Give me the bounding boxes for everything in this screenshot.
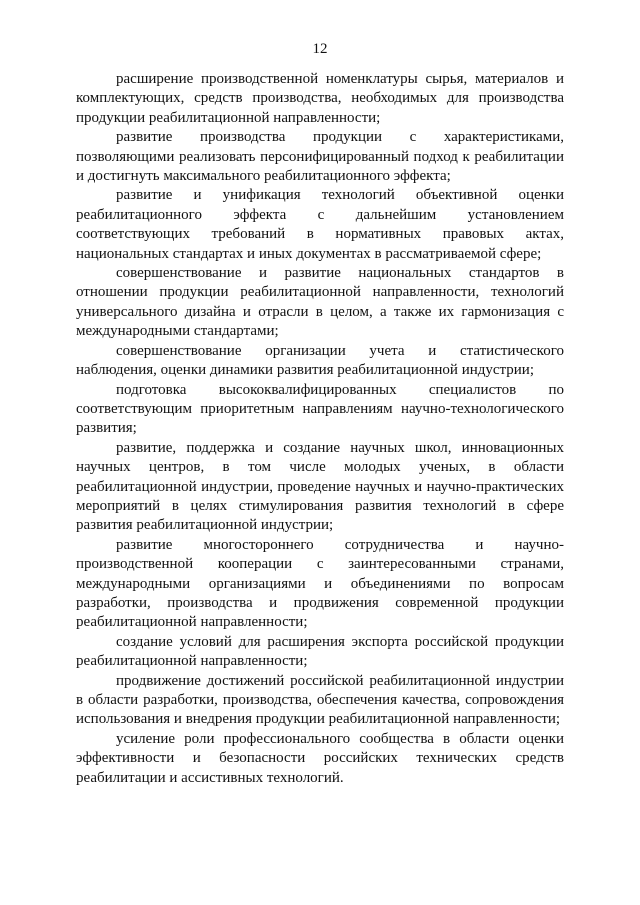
paragraph-specialist-training: подготовка высококвалифицированных специалистов по соответствующим приоритетным направлениям научно-технологического развития; — [76, 381, 564, 437]
paragraph-promotion-achievements: продвижение достижений российской реабилитационной индустрии в области разработки, производства, обеспечения качества, сопровождения использования и внедрения продукции реабилитационной направленности; — [76, 672, 564, 728]
paragraph-national-standards: совершенствование и развитие национальных стандартов в отношении продукции реабилитационной направленности, технологий универсального дизайна и отрасли в целом, а также их гармонизация с международными стандартами; — [76, 265, 564, 340]
paragraph-assessment-technologies: развитие и унификация технологий объективной оценки реабилитационного эффекта с дальнейшим установлением соответствующих требований в нормативных правовых актах, национальных стандартах и иных документах в рассматриваемой сфере; — [76, 187, 564, 262]
page-number: 12 — [312, 41, 328, 57]
paragraph-raw-materials-expansion: расширение производственной номенклатуры сырья, материалов и комплектующих, средств производства, необходимых для производства продукции реабилитационной направленности; — [76, 71, 564, 126]
paragraph-statistics: совершенствование организации учета и статистического наблюдения, оценки динамики развития реабилитационной индустрии; — [76, 342, 564, 379]
paragraph-professional-community: усиление роли профессионального сообщества в области оценки эффективности и безопасности российских технических средств реабилитации и ассистивных технологий. — [76, 730, 564, 786]
paragraph-personalized-production: развитие производства продукции с характеристиками, позволяющими реализовать персонифицированный подход к реабилитации и достигнуть максимального реабилитационного эффекта; — [76, 129, 564, 185]
paragraph-scientific-schools: развитие, поддержка и создание научных школ, инновационных научных центров, в том числе молодых ученых, в области реабилитационной индустрии, проведение научных и научно-практических мероприятий в целях стимулирования развития технологий в сфере развития реабилитационной индустрии; — [76, 439, 564, 534]
document-body — [76, 70, 564, 788]
paragraph-international-cooperation: развитие многостороннего сотрудничества и научно-производственной кооперации с заинтересованными странами, международными организациями и объединениями по вопросам разработки, производства и продвижения современной продукции реабилитационной направленности; — [76, 536, 564, 631]
paragraph-export-conditions: создание условий для расширения экспорта российской продукции реабилитационной направленности; — [76, 633, 564, 670]
